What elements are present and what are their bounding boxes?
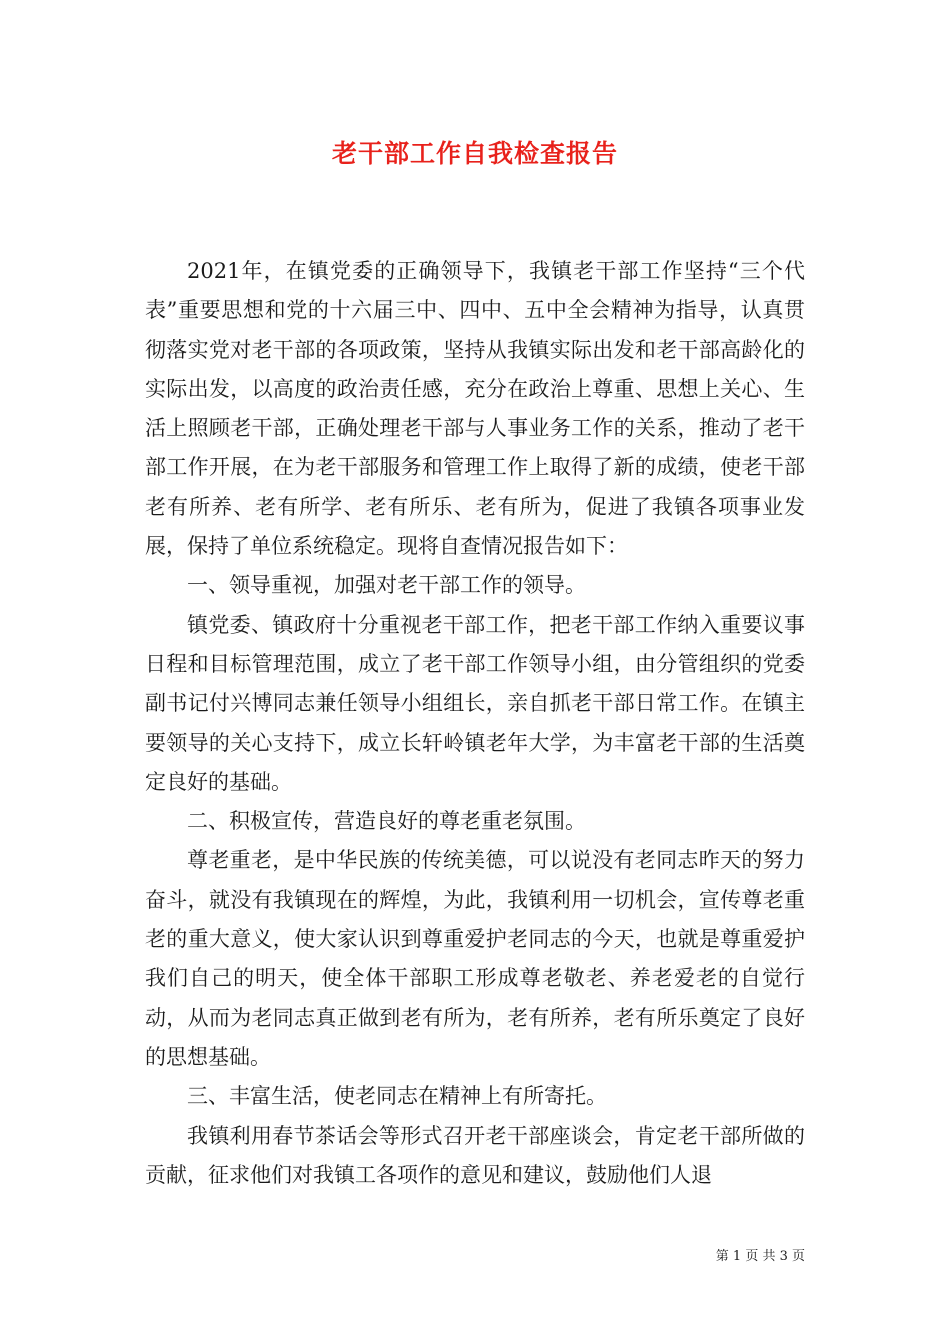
paragraph-intro: 2021年，在镇党委的正确领导下，我镇老干部工作坚持“三个代表”重要思想和党的十六届三中、四中、五中全会精神为指导，认真贯彻落实党对老干部的各项政策，坚持从我镇实际出发和老干部高龄化的实际出发，以高度的政治责任感，充分在政治上尊重、思想上关心、生活上照顾老干部，正确处理老干部与人事业务工作的关系，推动了老干部工作开展，在为老干部服务和管理工作上取得了新的成绩，使老干部老有所养、老有所学、老有所乐、老有所为，促进了我镇各项事业发展，保持了单位系统稳定。现将自查情况报告如下：: [145, 259, 805, 559]
paragraph-section-3: 我镇利用春节茶话会等形式召开老干部座谈会，肯定老干部所做的贡献，征求他们对我镇工各项作的意见和建议，鼓励他们人退: [145, 1123, 805, 1187]
section-heading-1: 一、领导重视，加强对老干部工作的领导。: [187, 573, 586, 598]
section-heading-3: 三、丰富生活，使老同志在精神上有所寄托。: [187, 1084, 607, 1109]
document-title: 老干部工作自我检查报告: [331, 139, 618, 168]
page-number: 第 1 页 共 3 页: [715, 1249, 805, 1264]
document-body: [145, 252, 805, 1195]
paragraph-section-1: 镇党委、镇政府十分重视老干部工作，把老干部工作纳入重要议事日程和目标管理范围，成立了老干部工作领导小组，由分管组织的党委副书记付兴博同志兼任领导小组组长，亲自抓老干部日常工作。在镇主要领导的关心支持下，成立长轩岭镇老年大学，为丰富老干部的生活奠定良好的基础。: [145, 612, 805, 794]
section-heading-2: 二、积极宣传，营造良好的尊老重老氛围。: [187, 809, 586, 834]
paragraph-section-2: 尊老重老，是中华民族的传统美德，可以说没有老同志昨天的努力奋斗，就没有我镇现在的辉煌，为此，我镇利用一切机会，宣传尊老重老的重大意义，使大家认识到尊重爱护老同志的今天，也就是尊重爱护我们自己的明天，使全体干部职工形成尊老敬老、养老爱老的自觉行动，从而为老同志真正做到老有所为，老有所养，老有所乐奠定了良好的思想基础。: [145, 848, 805, 1069]
